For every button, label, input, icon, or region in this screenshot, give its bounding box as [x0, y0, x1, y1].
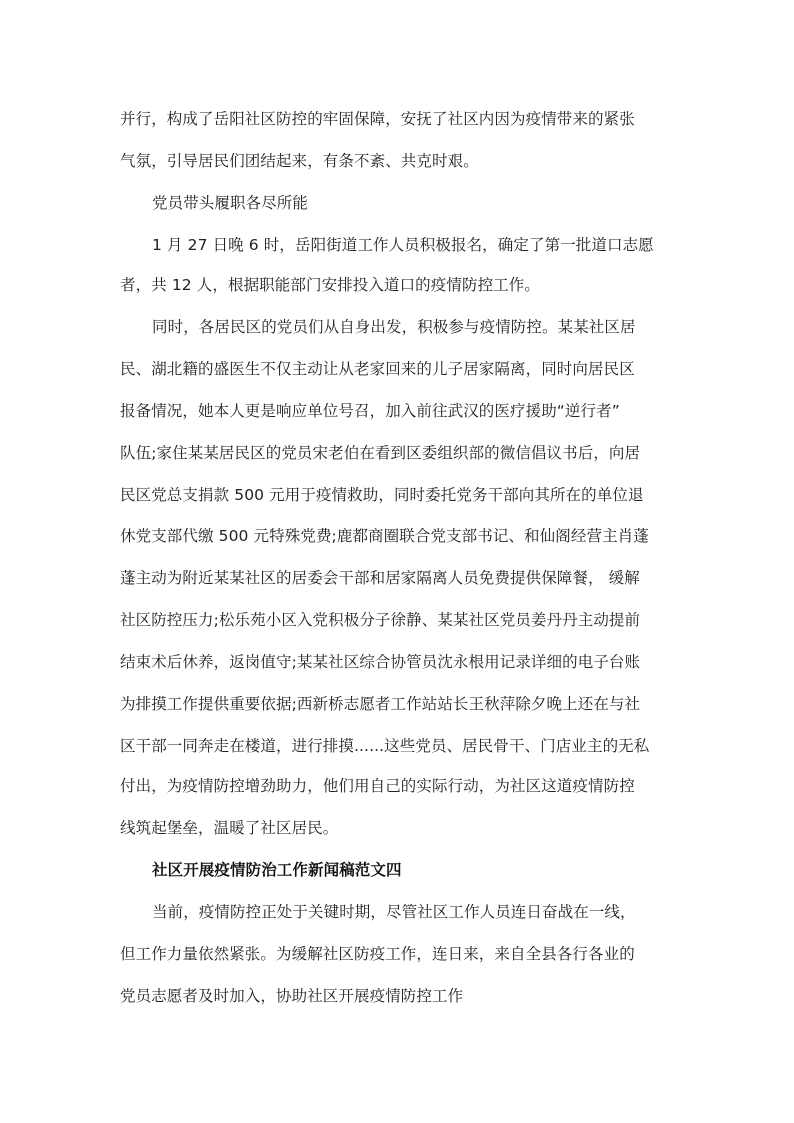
section-heading: 社区开展疫情防治工作新闻稿范文四: [152, 861, 402, 879]
paragraph-line: 1 月 27 日晚 6 时，岳阳街道工作人员积极报名，确定了第一批道口志愿: [152, 236, 654, 254]
paragraph-line: 并行，构成了岳阳社区防控的牢固保障，安抚了社区内因为疫情带来的紧张: [120, 110, 635, 128]
paragraph-line: 民区党总支捐款 500 元用于疫情救助，同时委托党务干部向其所在的单位退: [120, 486, 644, 504]
paragraph-line: 同时，各居民区的党员们从自身出发，积极参与疫情防控。某某社区居: [152, 318, 636, 336]
paragraph-line: 为排摸工作提供重要依据;西新桥志愿者工作站站长王秋萍除夕晚上还在与社: [120, 695, 641, 713]
paragraph-line: 队伍;家住某某居民区的党员宋老伯在看到区委组织部的微信倡议书后，向居: [120, 444, 641, 462]
paragraph-line: 休党支部代缴 500 元特殊党费;鹿都商圈联合党支部书记、和仙阁经营主肖蓬: [120, 527, 649, 545]
paragraph-line: 当前，疫情防控正处于关键时期，尽管社区工作人员连日奋战在一线，: [152, 903, 636, 921]
paragraph-line: 结束术后休养，返岗值守;某某社区综合协管员沈永根用记录详细的电子台账: [120, 653, 641, 671]
section-subheading: 党员带头履职各尽所能: [152, 194, 309, 212]
paragraph-line: 社区防控压力;松乐苑小区入党积极分子徐静、某某社区党员姜丹丹主动提前: [120, 611, 641, 629]
paragraph-line: 区干部一同奔走在楼道，进行排摸......这些党员、居民骨干、门店业主的无私: [120, 737, 650, 755]
paragraph-line: 付出，为疫情防控增劲助力，他们用自己的实际行动，为社区这道疫情防控: [120, 777, 635, 795]
paragraph-line: 蓬主动为附近某某社区的居委会干部和居家隔离人员免费提供保障餐， 缓解: [120, 569, 640, 587]
paragraph-line: 气氛，引导居民们团结起来，有条不紊、共克时艰。: [120, 152, 479, 170]
paragraph-line: 者，共 12 人，根据职能部门安排投入道口的疫情防控工作。: [120, 276, 540, 294]
paragraph-line: 党员志愿者及时加入，协助社区开展疫情防控工作: [120, 987, 464, 1005]
paragraph-line: 民、湖北籍的盛医生不仅主动让从老家回来的儿子居家隔离，同时向居民区: [120, 360, 635, 378]
paragraph-line: 报备情况，她本人更是响应单位号召，加入前往武汉的医疗援助“逆行者”: [120, 402, 620, 420]
paragraph-line: 线筑起堡垒，温暖了社区居民。: [120, 819, 339, 837]
paragraph-line: 但工作力量依然紧张。为缓解社区防疫工作，连日来，来自全县各行各业的: [120, 945, 635, 963]
